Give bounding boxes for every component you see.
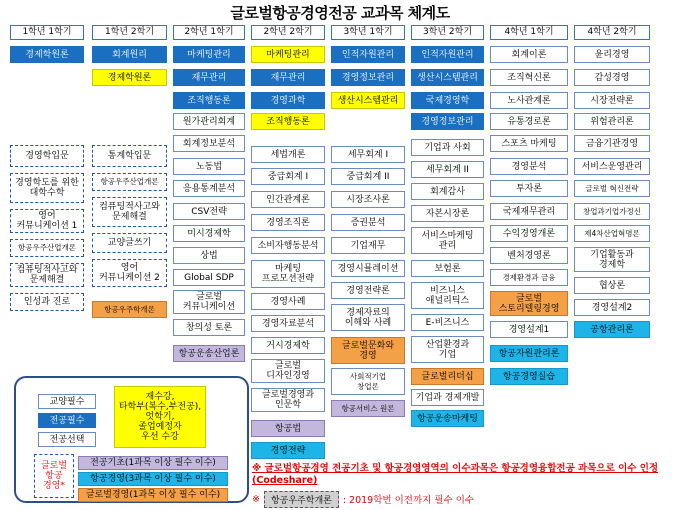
header-y2s1: 2학년 1학기 (173, 25, 245, 40)
course-box: Global SDP (173, 269, 245, 286)
legend-track-basic: 전공기초(1과목 이상 필수 이수) (78, 456, 228, 470)
course-box: 세무회계 I (331, 146, 405, 163)
course-box: 원가관리회계 (173, 113, 245, 130)
header-y2s2: 2학년 2학기 (251, 25, 325, 40)
course-box: 세무회계 II (411, 161, 484, 178)
course-box: 비즈니스 애널리틱스 (411, 282, 484, 309)
legend-side-label: 글로벌 항공 경영* (34, 454, 74, 498)
course-box: 컴퓨팅적사고와 문제해결 (10, 263, 84, 287)
course-box: 경영정보관리 (331, 69, 405, 86)
header-y4s1: 4학년 1학기 (490, 25, 568, 40)
course-box: 국제재무관리 (490, 203, 568, 220)
course-box: 경영학입문 (10, 145, 84, 167)
course-box: 보험론 (411, 260, 484, 277)
course-box: 경영분석 (490, 158, 568, 175)
course-box: 산업환경과 기업 (411, 336, 484, 363)
course-box: 경제학원론 (10, 46, 84, 63)
course-box: 항공법 (251, 420, 325, 437)
note-text: : 2019학번 이전까지 필수 이수 (342, 495, 475, 506)
legend-track-global: 글로벌경영(1과목 이상 필수 이수) (78, 488, 228, 502)
course-box: 조직행동론 (173, 92, 245, 109)
course-box: 글로벌 커뮤니케이션 (173, 290, 245, 314)
course-box: 회계이론 (490, 46, 568, 63)
course-box: 미시경제학 (173, 225, 245, 242)
course-box: 경영정보관리 (411, 113, 484, 130)
course-box: 투자론 (490, 180, 568, 197)
course-box: 경영조직론 (251, 214, 325, 231)
course-box: 창의성 토론 (173, 319, 245, 336)
course-box: 서비스마케팅 관리 (411, 227, 484, 254)
legend (14, 376, 249, 503)
note-course-tag: 항공우주학개론 (264, 491, 339, 508)
course-box: 증권분석 (331, 214, 405, 231)
course-box: 인적자원관리 (331, 46, 405, 63)
course-box: 항공우주산업개론 (92, 173, 167, 191)
course-box: 중급회계 I (251, 168, 325, 185)
course-box: 수익경영개론 (490, 225, 568, 242)
course-box: 소비자행동분석 (251, 237, 325, 254)
course-box: 위험관리론 (574, 113, 650, 130)
course-box: 경제자료의 이해와 사례 (331, 304, 405, 331)
course-box: 글로벌문화와 경영 (331, 337, 405, 364)
course-box: 통계학입문 (92, 145, 167, 167)
course-box: 생산시스템관리 (411, 69, 484, 86)
course-box: 공항관리론 (574, 321, 650, 338)
course-box: 경제환경과 금융 (490, 269, 568, 286)
course-box: 영어 커뮤니케이션 1 (10, 209, 84, 233)
course-box: 경영설계1 (490, 321, 568, 338)
course-box: 노사관계론 (490, 92, 568, 109)
course-box: 글로벌경영과 인문학 (251, 388, 325, 412)
course-box: 거시경제학 (251, 337, 325, 354)
course-box: 경영과학 (251, 92, 325, 109)
course-box: 생산시스템관리 (331, 92, 405, 109)
course-box: 사회적기업 창업론 (331, 368, 405, 395)
course-box: 회계원리 (92, 46, 167, 63)
codeshare-note: ※ 글로벌항공경영 전공기초 및 항공경영영역의 이수과목은 항공경영융합전공 과목으로 이수 인정 (Codeshare) (252, 463, 659, 486)
course-box: 경제학원론 (92, 69, 167, 86)
legend-major-required: 전공필수 (38, 413, 96, 428)
course-box: 국제경영학 (411, 92, 484, 109)
course-box: 회계정보분석 (173, 135, 245, 152)
legend-track-aviation: 항공경영(3과목 이상 필수 이수) (78, 472, 228, 486)
course-box: 글로벌리더십 (411, 368, 484, 385)
page-title: 글로벌항공경영전공 교과목 체계도 (230, 4, 450, 22)
course-box: 항공서비스 원론 (331, 400, 405, 417)
course-box: 제4차산업혁명론 (574, 225, 650, 242)
course-box: 벤처경영론 (490, 247, 568, 264)
course-box: 기업과 사회 (411, 139, 484, 156)
course-box: 협상론 (574, 277, 650, 294)
course-box: 시장조사론 (331, 191, 405, 208)
course-box: 글로벌 혁신전략 (574, 180, 650, 197)
course-box: 경영시뮬레이션 (331, 260, 405, 277)
course-box: 인성과 진로 (10, 293, 84, 311)
course-box: 인적자원관리 (411, 46, 484, 63)
legend-liberal-required: 교양필수 (38, 394, 96, 409)
header-y1s2: 1학년 2학기 (92, 25, 167, 40)
course-box: 자본시장론 (411, 205, 484, 222)
course-box: 경영설계2 (574, 299, 650, 316)
course-box: 기업재무 (331, 237, 405, 254)
course-box: 항공운송산업론 (173, 345, 245, 362)
course-box: 윤리경영 (574, 46, 650, 63)
header-y3s2: 3학년 2학기 (411, 25, 484, 40)
course-box: 유통경로론 (490, 113, 568, 130)
course-box: 회계감사 (411, 183, 484, 200)
course-box: 기업활동과 경제학 (574, 247, 650, 272)
header-y1s1: 1학년 1학기 (10, 25, 84, 40)
course-box: 스포츠 마케팅 (490, 135, 568, 152)
header-y3s1: 3학년 1학기 (331, 25, 405, 40)
course-box: 창업과기업가정신 (574, 203, 650, 220)
legend-major-elective: 전공선택 (38, 432, 96, 447)
course-box: 응용통계분석 (173, 180, 245, 197)
course-box: 경영전략론 (331, 282, 405, 299)
course-box: 경영자료분석 (251, 315, 325, 332)
course-box: 글로벌 디자인경영 (251, 359, 325, 383)
course-box: 재무관리 (251, 69, 325, 86)
course-box: 금융기관경영 (574, 135, 650, 152)
course-box: 인간관계론 (251, 191, 325, 208)
course-box: 교양글쓰기 (92, 233, 167, 253)
course-box: 마케팅관리 (251, 46, 325, 63)
course-box: 조직혁신론 (490, 69, 568, 86)
course-box: 경영사례 (251, 293, 325, 310)
course-box: 마케팅 프로모션전략 (251, 260, 325, 288)
course-box: 기업과 경제개발 (411, 389, 484, 406)
header-y4s2: 4학년 2학기 (574, 25, 650, 40)
course-box: 중급회계 II (331, 168, 405, 185)
course-box: 항공경영실습 (490, 368, 568, 385)
required-note (252, 491, 474, 507)
course-box: 항공운송마케팅 (411, 410, 484, 427)
course-box: 영어 커뮤니케이션 2 (92, 259, 167, 287)
course-box: 항공우주산업개론 (10, 239, 84, 257)
note-mark: ※ (252, 493, 260, 505)
course-box: 세법개론 (251, 146, 325, 163)
course-box: 서비스운영관리 (574, 158, 650, 175)
course-box: 경영학도를 위한 대학수학 (10, 173, 84, 203)
course-box: 조직행동론 (251, 113, 325, 130)
course-box: 항공우주학개론 (92, 301, 167, 318)
course-box: 경영전략 (251, 442, 325, 459)
course-box: E-비즈니스 (411, 314, 484, 331)
course-box: 상법 (173, 247, 245, 264)
course-box: 컴퓨팅적사고와 문제해결 (92, 197, 167, 227)
course-box: 글로벌 스토리텔링경영 (490, 291, 568, 316)
course-box: 노동법 (173, 158, 245, 175)
course-box: 시장전략론 (574, 92, 650, 109)
course-box: 재무관리 (173, 69, 245, 86)
course-box: 감성경영 (574, 69, 650, 86)
course-box: CSV전략 (173, 203, 245, 220)
legend-yellow-note: 재수강, 타학부(복수,부전공), 엇학기, 졸업예정자 우선 수강 (114, 386, 206, 448)
course-box: 마케팅관리 (173, 46, 245, 63)
course-box: 항공자원관리론 (490, 345, 568, 362)
